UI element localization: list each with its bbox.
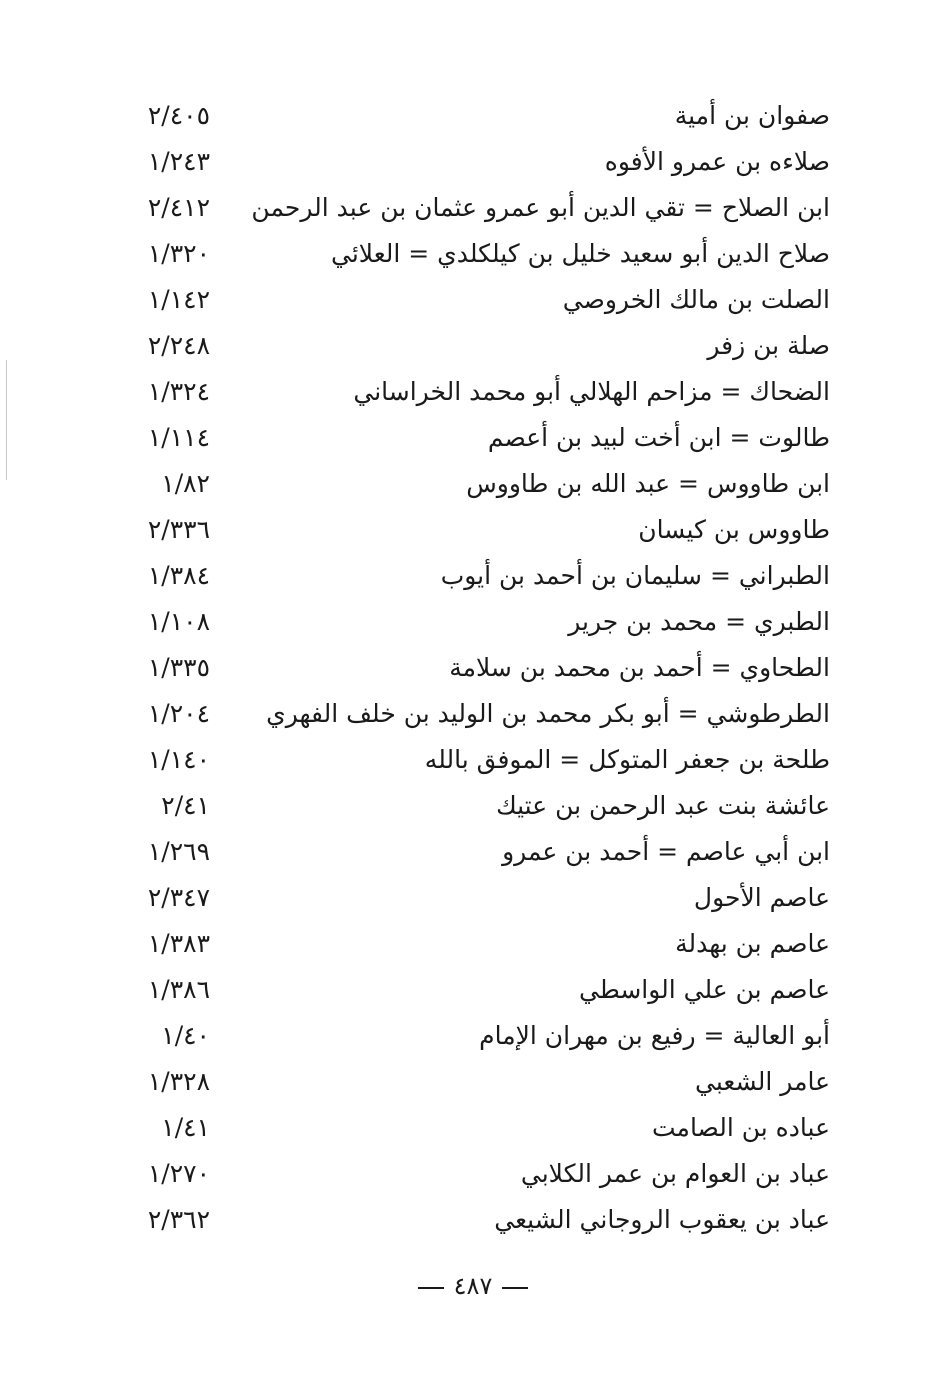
entry-name: عاصم بن علي الواسطي: [579, 975, 830, 1004]
index-entry: [110, 186, 830, 232]
index-entry: [110, 1014, 830, 1060]
entry-reference: ١/٣٨٣: [147, 929, 210, 958]
entry-reference: ١/٣٢٨: [147, 1067, 210, 1096]
index-entry: [110, 462, 830, 508]
entry-name: طالوت = ابن أخت لبيد بن أعصم: [487, 423, 830, 452]
entry-reference: ٢/٤٠٥: [147, 101, 210, 130]
index-entry: [110, 646, 830, 692]
index-entry: [110, 1198, 830, 1244]
page-number-text: ٤٨٧: [453, 1272, 493, 1300]
entry-reference: ٢/٢٤٨: [147, 331, 210, 360]
index-entry: [110, 278, 830, 324]
entry-reference: ٢/٣٤٧: [147, 883, 210, 912]
index-list: [110, 94, 830, 1244]
entry-name: الصلت بن مالك الخروصي: [562, 285, 830, 314]
entry-name: ابن أبي عاصم = أحمد بن عمرو: [502, 837, 830, 866]
index-entry: [110, 232, 830, 278]
entry-name: أبو العالية = رفيع بن مهران الإمام: [479, 1021, 830, 1050]
entry-reference: ١/١٤٠: [147, 745, 210, 774]
index-entry: [110, 784, 830, 830]
entry-name: صلة بن زفر: [707, 331, 830, 360]
entry-reference: ٢/٤١٢: [147, 193, 210, 222]
entry-name: صلاءه بن عمرو الأفوه: [604, 147, 830, 176]
entry-name: عامر الشعبي: [695, 1067, 830, 1096]
entry-reference: ١/٨٢: [161, 469, 210, 498]
entry-reference: ١/١١٤: [147, 423, 210, 452]
index-entry: [110, 876, 830, 922]
index-entry: [110, 922, 830, 968]
index-entry: [110, 1106, 830, 1152]
dash-right: [418, 1287, 444, 1289]
index-entry: [110, 508, 830, 554]
entry-name: الضحاك = مزاحم الهلالي أبو محمد الخراساني: [353, 377, 830, 406]
entry-name: عاصم الأحول: [693, 883, 830, 912]
entry-reference: ١/٤٠: [161, 1021, 210, 1050]
entry-name: طاووس بن كيسان: [638, 515, 830, 544]
entry-reference: ٢/٤١: [161, 791, 210, 820]
entry-reference: ١/٣٢٤: [147, 377, 210, 406]
entry-name: الطبراني = سليمان بن أحمد بن أيوب: [440, 561, 830, 590]
entry-name: صفوان بن أمية: [674, 101, 830, 130]
entry-name: عائشة بنت عبد الرحمن بن عتيك: [496, 791, 830, 820]
entry-reference: ١/٣٢٠: [147, 239, 210, 268]
entry-reference: ١/٤١: [161, 1113, 210, 1142]
index-entry: [110, 94, 830, 140]
entry-reference: ١/١٤٢: [147, 285, 210, 314]
index-entry: [110, 416, 830, 462]
entry-name: عباد بن يعقوب الروجاني الشيعي: [494, 1205, 830, 1234]
index-entry: [110, 600, 830, 646]
entry-reference: ١/٣٨٦: [147, 975, 210, 1004]
page-number: [0, 1268, 946, 1304]
entry-reference: ١/٢٧٠: [147, 1159, 210, 1188]
index-entry: [110, 830, 830, 876]
entry-name: الطحاوي = أحمد بن محمد بن سلامة: [449, 653, 830, 682]
entry-reference: ١/٣٣٥: [147, 653, 210, 682]
index-entry: [110, 554, 830, 600]
index-entry: [110, 370, 830, 416]
entry-reference: ١/٢٤٣: [147, 147, 210, 176]
entry-name: صلاح الدين أبو سعيد خليل بن كيلكلدي = العلائي: [331, 239, 830, 268]
index-entry: [110, 692, 830, 738]
entry-name: عباد بن العوام بن عمر الكلابي: [520, 1159, 830, 1188]
index-entry: [110, 324, 830, 370]
dash-left: [502, 1287, 528, 1289]
entry-reference: ٢/٣٦٢: [147, 1205, 210, 1234]
entry-name: الطبري = محمد بن جرير: [568, 607, 830, 636]
entry-reference: ١/٢٠٤: [147, 699, 210, 728]
entry-name: ابن الصلاح = تقي الدين أبو عمرو عثمان بن عبد الرحمن: [251, 193, 830, 222]
entry-name: طلحة بن جعفر المتوكل = الموفق بالله: [424, 745, 830, 774]
entry-reference: ١/٢٦٩: [147, 837, 210, 866]
index-entry: [110, 968, 830, 1014]
index-entry: [110, 1152, 830, 1198]
entry-reference: ٢/٣٣٦: [147, 515, 210, 544]
index-entry: [110, 738, 830, 784]
index-entry: [110, 1060, 830, 1106]
scan-edge-line: [6, 360, 7, 480]
entry-name: عباده بن الصامت: [652, 1113, 830, 1142]
index-entry: [110, 140, 830, 186]
entry-name: ابن طاووس = عبد الله بن طاووس: [466, 469, 830, 498]
entry-name: عاصم بن بهدلة: [675, 929, 830, 958]
entry-reference: ١/٣٨٤: [147, 561, 210, 590]
entry-reference: ١/١٠٨: [147, 607, 210, 636]
entry-name: الطرطوشي = أبو بكر محمد بن الوليد بن خلف الفهري: [266, 699, 830, 728]
